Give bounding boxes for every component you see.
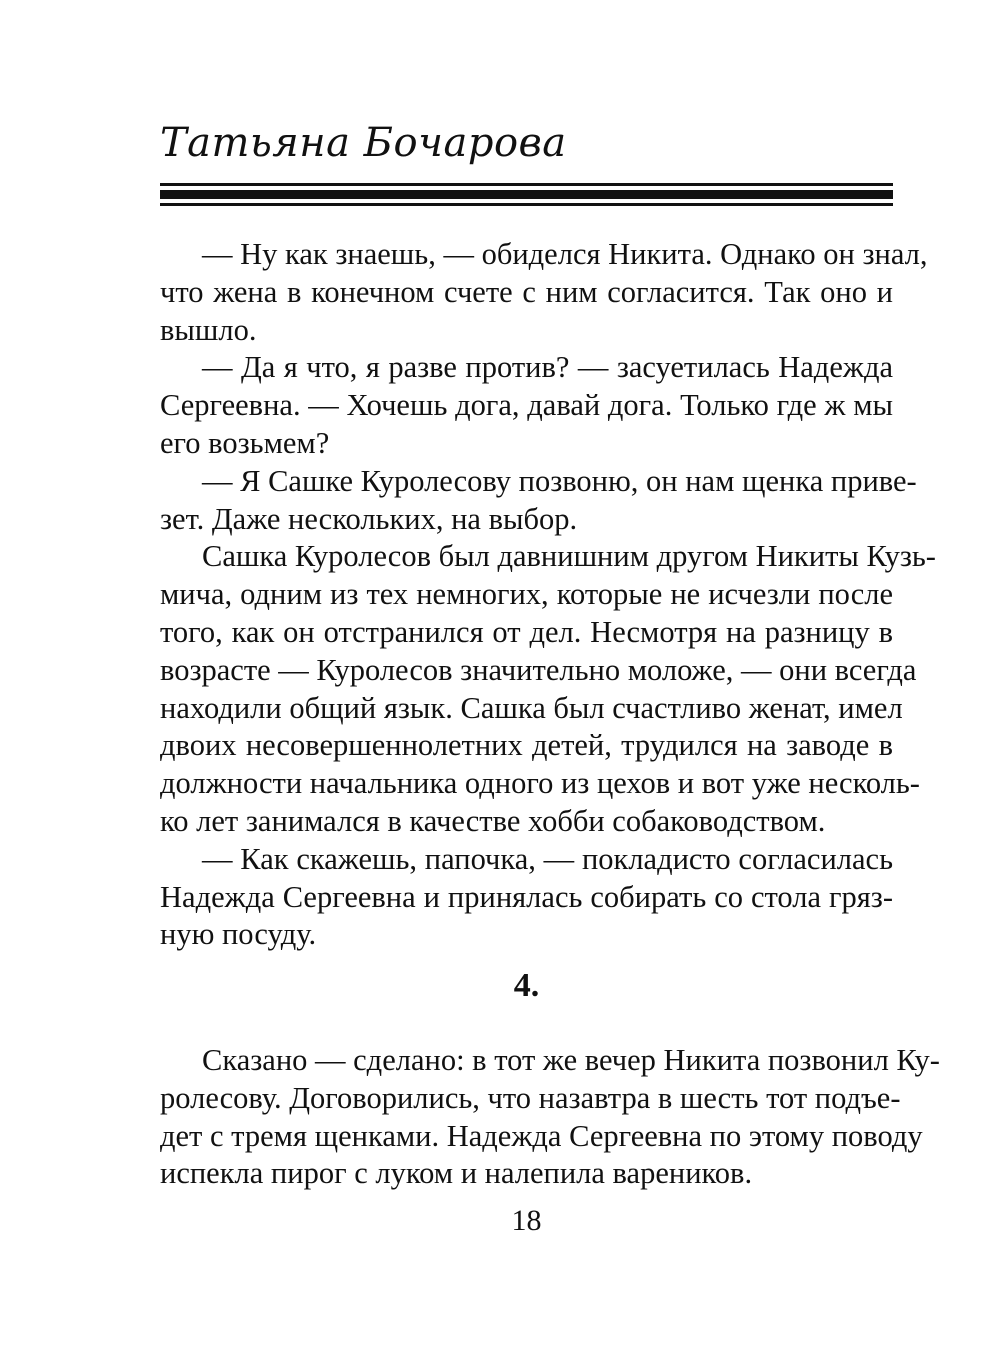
- text-line: что жена в конечном счете с ним согласится. Так оно и: [160, 274, 893, 309]
- text-line: возрасте — Куролесов значительно моложе, — они всегда: [160, 652, 917, 687]
- paragraph: [160, 841, 893, 954]
- text-line: Сашка Куролесов был давнишним другом Никиты Кузь-: [202, 539, 936, 574]
- text-line: — Я Сашке Куролесову позвоню, он нам щенка приве-: [202, 463, 917, 498]
- paragraph: [160, 1042, 940, 1193]
- paragraph: [160, 236, 928, 349]
- text-line: ную посуду.: [160, 917, 317, 952]
- text-line: находили общий язык. Сашка был счастливо женат, имел: [160, 690, 903, 725]
- text-line: Сергеевна. — Хочешь дога, давай дога. Только где ж мы: [160, 388, 893, 423]
- page-number: 18: [511, 1204, 542, 1237]
- header-rule-thin-top: [160, 183, 893, 186]
- header-rule-thin-bottom: [160, 203, 893, 206]
- running-head-author: Татьяна Бочарова: [160, 120, 567, 166]
- text-line: дет с тремя щенками. Надежда Сергеевна по этому поводу: [160, 1118, 923, 1153]
- text-line: испекла пирог с луком и налепила вареников.: [160, 1156, 753, 1191]
- header-rule-thick: [160, 190, 893, 199]
- text-line: Сказано — сделано: в тот же вечер Никита позвонил Ку-: [202, 1043, 940, 1077]
- body-text-bottom: [160, 1042, 940, 1193]
- chapter-heading: 4.: [513, 967, 540, 1004]
- text-line: его возьмем?: [160, 425, 330, 460]
- text-line: должности начальника одного из цехов и вот уже несколь-: [160, 766, 920, 801]
- paragraph: [160, 538, 936, 840]
- text-line: ролесову. Договорились, что назавтра в шесть тот подъе-: [160, 1080, 901, 1115]
- paragraph: [160, 349, 893, 462]
- text-line: — Да я что, я разве против? — засуетилась Надежда: [202, 350, 893, 385]
- text-line: мича, одним из тех немногих, которые не исчезли после: [160, 577, 893, 612]
- text-line: — Как скажешь, папочка, — покладисто согласилась: [202, 841, 893, 876]
- text-line: ко лет занимался в качестве хобби собаководством.: [160, 803, 826, 838]
- text-line: Надежда Сергеевна и принялась собирать со стола гряз-: [160, 879, 893, 914]
- text-line: двоих несовершеннолетних детей, трудился на заводе в: [160, 728, 893, 763]
- text-line: вышло.: [160, 312, 257, 347]
- body-text-top: [160, 236, 936, 954]
- text-line: — Ну как знаешь, — обиделся Никита. Однако он знал,: [202, 237, 928, 271]
- text-line: того, как он отстранился от дел. Несмотря на разницу в: [160, 614, 893, 649]
- text-line: зет. Даже нескольких, на выбор.: [160, 501, 578, 536]
- paragraph: [160, 463, 917, 539]
